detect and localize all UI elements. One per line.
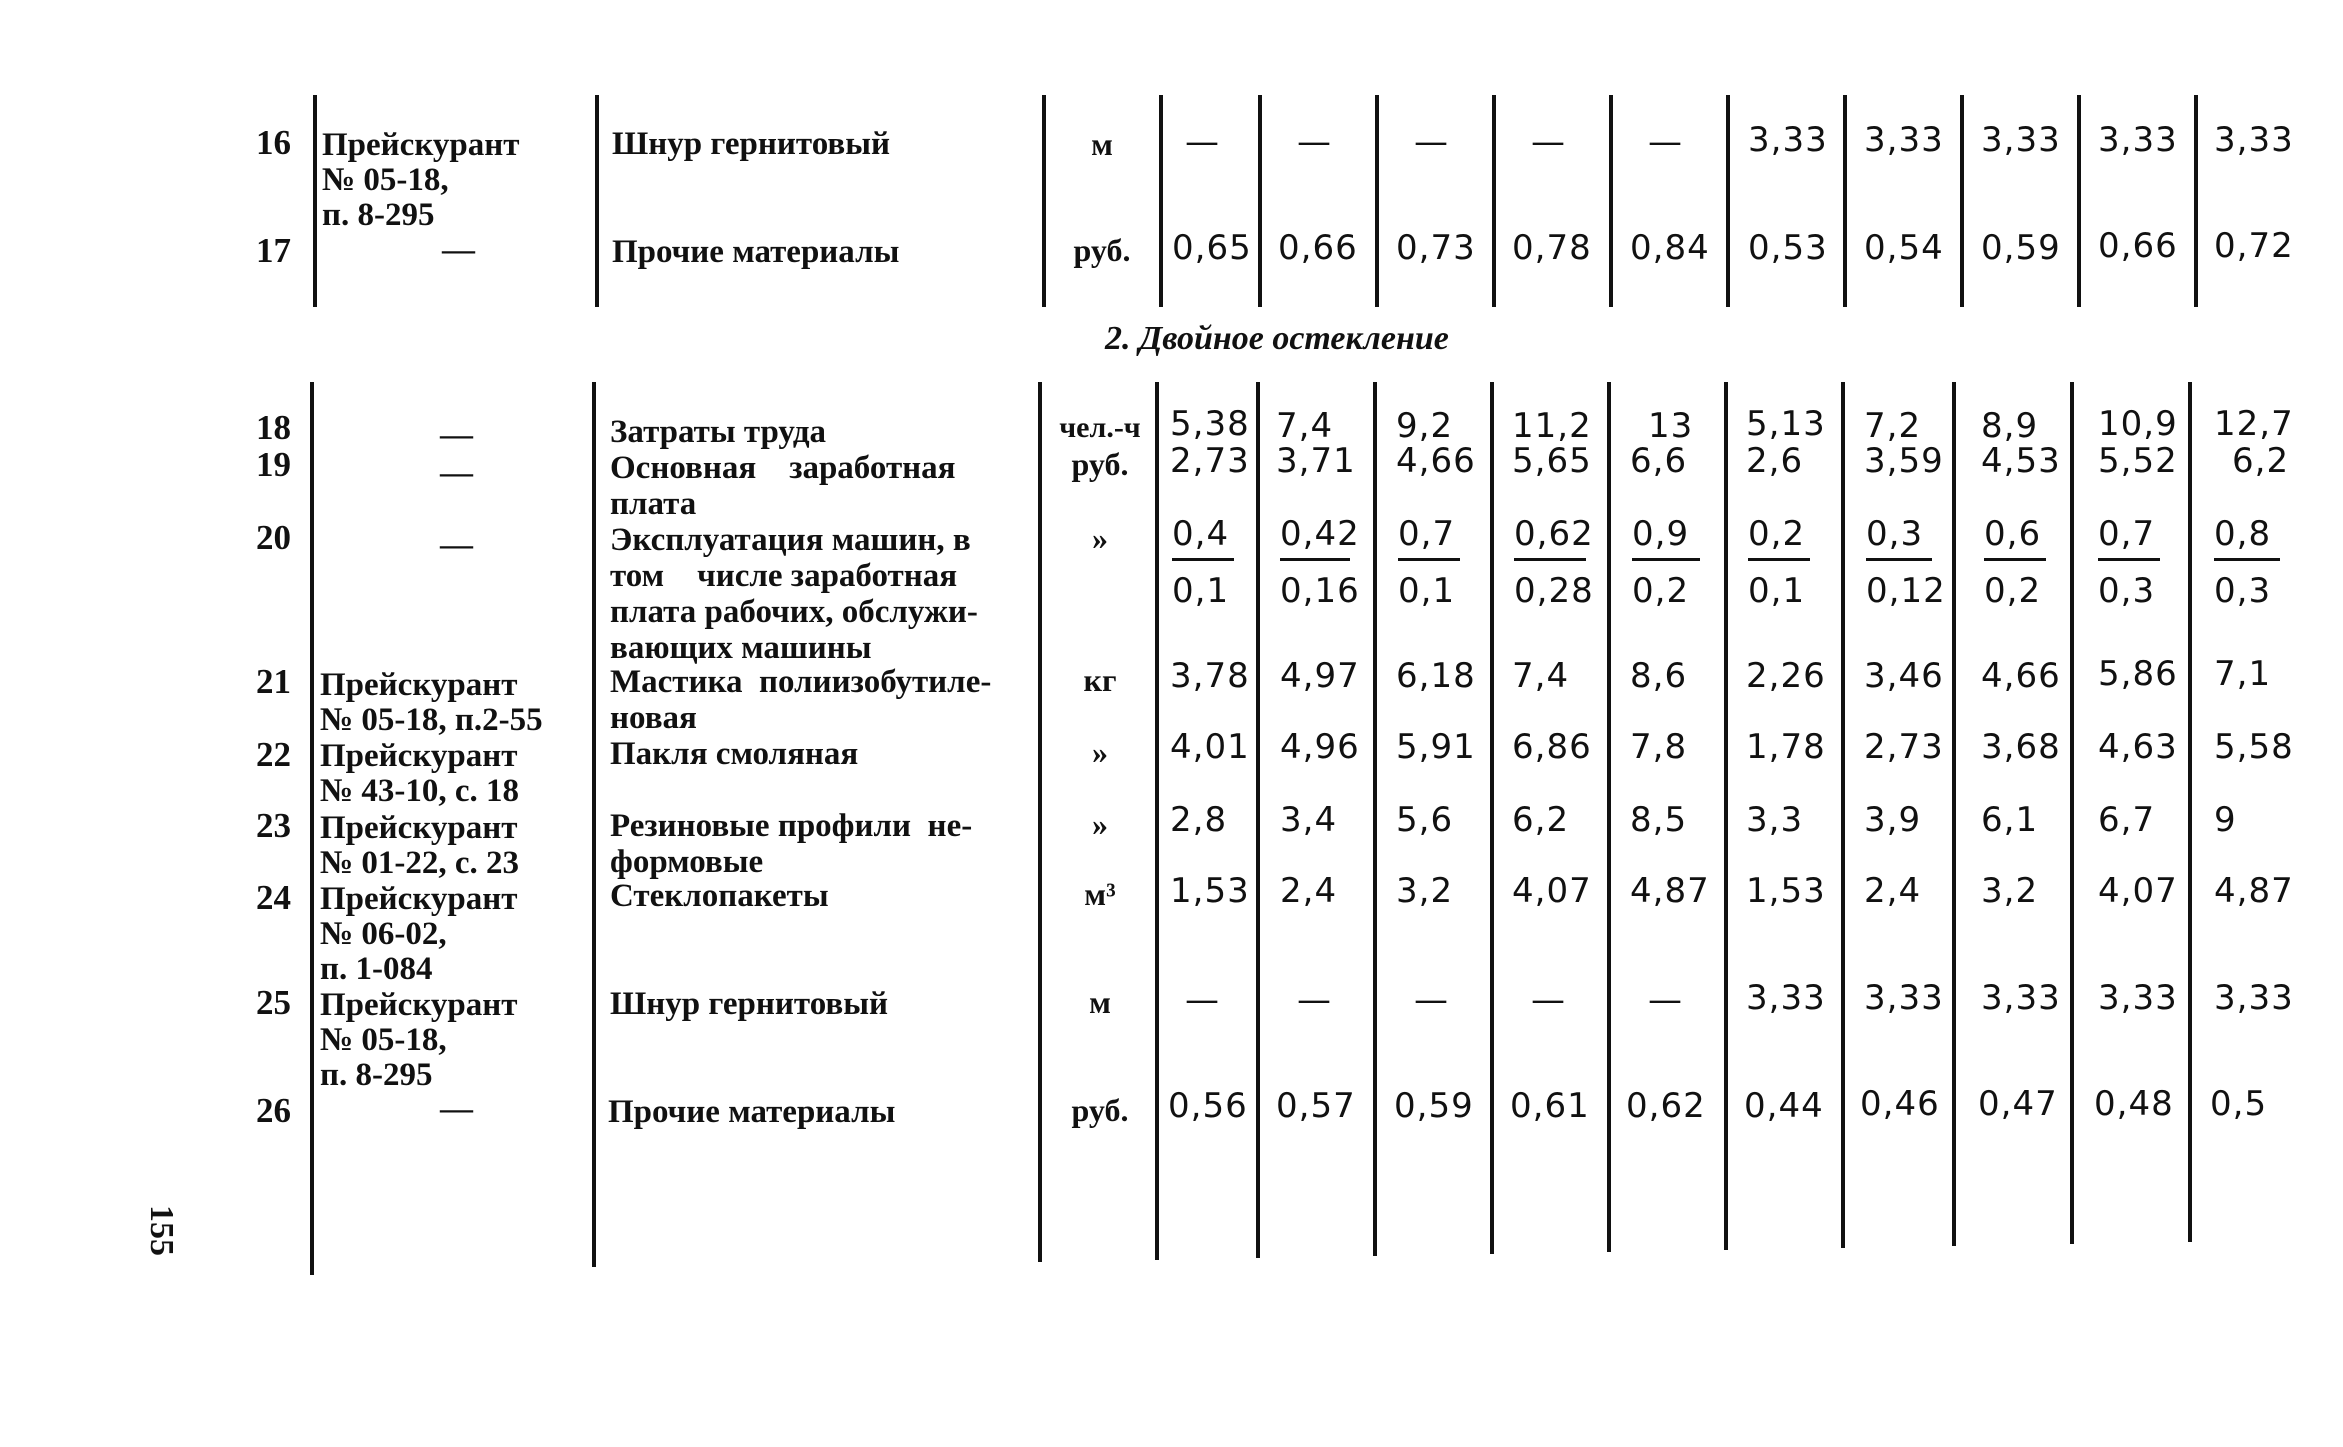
value-numerator: 0,9	[1632, 516, 1700, 561]
value-cell: 2,73	[1170, 441, 1250, 481]
value-denominator: 0,1	[1398, 571, 1456, 611]
value-cell: 0,62	[1626, 1086, 1706, 1126]
table-bottom-divider	[2070, 382, 2074, 1244]
row-name: Шнур гернитовый	[610, 986, 888, 1022]
value-cell: 8,9	[1981, 406, 2039, 446]
table-bottom-divider	[1607, 382, 1611, 1252]
row-source: Прейскурант № 05-18, п. 8-295	[322, 127, 520, 233]
value-cell: —	[1531, 980, 1566, 1020]
row-number: 22	[256, 735, 291, 774]
value-denominator: 0,16	[1280, 571, 1360, 611]
row-unit: руб.	[1073, 232, 1131, 268]
row-source: Прейскурант № 43-10, с. 18	[320, 738, 520, 809]
row-unit: руб.	[1071, 446, 1129, 482]
value-cell: —	[1648, 122, 1683, 162]
value-cell: 0,44	[1744, 1086, 1824, 1126]
value-denominator: 0,3	[2098, 571, 2156, 611]
table-top-divider	[1258, 95, 1262, 307]
value-cell: 4,66	[1981, 656, 2061, 696]
value-cell: 3,33	[1746, 978, 1826, 1018]
row-unit: м	[1089, 984, 1111, 1020]
value-cell: —	[1531, 122, 1566, 162]
value-cell: 6,18	[1396, 656, 1476, 696]
table-bottom-divider	[1724, 382, 1728, 1250]
table-bottom-divider	[1155, 382, 1159, 1260]
value-cell: 4,87	[1630, 871, 1710, 911]
table-top-divider	[2194, 95, 2198, 307]
value-cell: 4,53	[1981, 441, 2061, 481]
page-number: 155	[143, 1205, 180, 1256]
value-cell: 0,5	[2210, 1084, 2268, 1124]
value-fraction	[2214, 516, 2280, 609]
row-unit: »	[1092, 520, 1108, 556]
row-number: 24	[256, 878, 291, 917]
row-name: Основная заработная плата	[610, 450, 956, 522]
value-cell: 3,33	[2214, 978, 2294, 1018]
value-cell: 3,33	[1864, 120, 1944, 160]
row-unit: кг	[1083, 662, 1117, 698]
table-bottom-divider	[1841, 382, 1845, 1248]
value-cell: —	[1414, 122, 1449, 162]
value-cell: 11,2	[1512, 406, 1592, 446]
value-cell: 3,68	[1981, 727, 2061, 767]
value-cell: 0,66	[1278, 228, 1358, 268]
value-fraction	[1984, 516, 2046, 609]
value-fraction	[2098, 516, 2160, 609]
value-cell: 3,33	[2098, 978, 2178, 1018]
value-cell: 5,13	[1746, 404, 1826, 444]
value-numerator: 0,7	[1398, 516, 1460, 561]
table-top-divider	[1375, 95, 1379, 307]
table-bottom-divider	[1490, 382, 1494, 1254]
table-top-divider	[1726, 95, 1730, 307]
value-cell: 5,65	[1512, 441, 1592, 481]
value-denominator: 0,12	[1866, 571, 1946, 611]
row-number: 25	[256, 983, 291, 1022]
value-numerator: 0,7	[2098, 516, 2160, 561]
value-fraction	[1632, 516, 1700, 609]
value-fraction	[1398, 516, 1460, 609]
value-cell: 3,33	[1748, 120, 1828, 160]
row-source: —	[440, 417, 473, 453]
value-fraction	[1280, 516, 1360, 609]
value-numerator: 0,6	[1984, 516, 2046, 561]
value-cell: 0,65	[1172, 228, 1252, 268]
value-cell: 0,56	[1168, 1086, 1248, 1126]
row-number: 19	[256, 445, 291, 484]
table-top-divider	[595, 95, 599, 307]
value-cell: 3,59	[1864, 441, 1944, 481]
value-numerator: 0,8	[2214, 516, 2280, 561]
value-cell: 12,7	[2214, 404, 2294, 444]
value-cell: 0,53	[1748, 228, 1828, 268]
value-cell: 0,84	[1630, 228, 1710, 268]
value-cell: 3,33	[1864, 978, 1944, 1018]
value-fraction	[1866, 516, 1946, 609]
value-cell: 2,73	[1864, 727, 1944, 767]
value-denominator: 0,1	[1748, 571, 1806, 611]
value-cell: 6,6	[1630, 441, 1688, 481]
value-cell: 8,6	[1630, 656, 1688, 696]
value-numerator: 0,42	[1280, 516, 1350, 561]
table-top-divider	[1492, 95, 1496, 307]
value-numerator: 0,4	[1172, 516, 1234, 561]
row-unit: »	[1092, 806, 1108, 842]
value-cell: 0,59	[1981, 228, 2061, 268]
row-number: 17	[256, 231, 291, 270]
row-unit: руб.	[1071, 1092, 1129, 1128]
value-cell: 3,71	[1276, 441, 1356, 481]
row-name: Прочие материалы	[608, 1094, 896, 1130]
table-bottom-divider	[592, 382, 596, 1267]
value-cell: 5,52	[2098, 441, 2178, 481]
value-cell: 4,87	[2214, 871, 2294, 911]
value-numerator: 0,2	[1748, 516, 1810, 561]
value-cell: 13	[1648, 406, 1694, 446]
row-number: 21	[256, 662, 291, 701]
row-source: —	[440, 527, 473, 563]
row-number: 26	[256, 1091, 291, 1130]
value-cell: 6,1	[1981, 800, 2039, 840]
table-bottom-divider	[1038, 382, 1042, 1262]
table-top-divider	[1843, 95, 1847, 307]
row-name: Эксплуатация машин, в том числе заработная плата рабочих, обслужи- вающих машины	[610, 522, 978, 666]
row-number: 18	[256, 408, 291, 447]
value-cell: 2,26	[1746, 656, 1826, 696]
value-cell: 7,1	[2214, 654, 2272, 694]
value-cell: 3,3	[1746, 800, 1804, 840]
value-cell: 0,73	[1396, 228, 1476, 268]
value-cell: 5,38	[1170, 404, 1250, 444]
value-cell: 3,4	[1280, 800, 1338, 840]
value-fraction	[1172, 516, 1234, 609]
value-cell: 2,8	[1170, 800, 1228, 840]
value-cell: 4,96	[1280, 727, 1360, 767]
value-cell: 1,53	[1170, 871, 1250, 911]
row-source: Прейскурант № 01-22, с. 23	[320, 810, 520, 881]
value-cell: 4,63	[2098, 727, 2178, 767]
value-cell: —	[1297, 980, 1332, 1020]
row-unit: м	[1091, 126, 1113, 162]
row-source: —	[440, 455, 473, 491]
row-source: Прейскурант № 06-02, п. 1-084	[320, 881, 518, 987]
row-unit: »	[1092, 734, 1108, 770]
value-cell: 4,66	[1396, 441, 1476, 481]
row-source: —	[442, 232, 475, 268]
value-cell: 0,47	[1978, 1084, 2058, 1124]
value-cell: 6,2	[1512, 800, 1570, 840]
value-cell: 7,4	[1276, 406, 1334, 446]
value-cell: —	[1185, 122, 1220, 162]
value-cell: 3,78	[1170, 656, 1250, 696]
value-cell: 7,8	[1630, 727, 1688, 767]
row-source: Прейскурант № 05-18, п.2-55	[320, 667, 543, 738]
table-top-divider	[313, 95, 317, 307]
value-cell: 3,33	[1981, 120, 2061, 160]
value-cell: 5,91	[1396, 727, 1476, 767]
row-name: Резиновые профили не- формовые	[610, 808, 973, 880]
value-cell: 0,78	[1512, 228, 1592, 268]
row-name: Затраты труда	[610, 414, 827, 450]
row-number: 23	[256, 806, 291, 845]
value-cell: 5,58	[2214, 727, 2294, 767]
row-number: 20	[256, 518, 291, 557]
value-denominator: 0,3	[2214, 571, 2272, 611]
table-bottom-divider	[1952, 382, 1956, 1246]
row-name: Прочие материалы	[612, 234, 900, 270]
value-cell: 6,7	[2098, 800, 2156, 840]
value-fraction	[1514, 516, 1594, 609]
value-cell: 3,33	[1981, 978, 2061, 1018]
table-bottom-divider	[1373, 382, 1377, 1256]
value-cell: 8,5	[1630, 800, 1688, 840]
table-top-divider	[1159, 95, 1163, 307]
value-cell: 4,07	[1512, 871, 1592, 911]
row-name: Стеклопакеты	[610, 878, 829, 914]
value-cell: 1,78	[1746, 727, 1826, 767]
value-numerator: 0,62	[1514, 516, 1586, 561]
value-cell: 3,33	[2098, 120, 2178, 160]
value-cell: 2,6	[1746, 441, 1804, 481]
value-denominator: 0,2	[1984, 571, 2042, 611]
value-cell: 3,2	[1981, 871, 2039, 911]
value-cell: 6,86	[1512, 727, 1592, 767]
value-cell: 4,97	[1280, 656, 1360, 696]
value-cell: 2,4	[1864, 871, 1922, 911]
value-cell: 3,46	[1864, 656, 1944, 696]
value-cell: 0,48	[2094, 1084, 2174, 1124]
value-cell: —	[1648, 980, 1683, 1020]
value-cell: 7,4	[1512, 656, 1570, 696]
value-cell: 3,2	[1396, 871, 1454, 911]
table-top-divider	[1609, 95, 1613, 307]
value-cell: 4,01	[1170, 727, 1250, 767]
value-cell: 9,2	[1396, 406, 1454, 446]
value-cell: 5,6	[1396, 800, 1454, 840]
value-cell: 10,9	[2098, 404, 2178, 444]
value-cell: 0,57	[1276, 1086, 1356, 1126]
value-cell: 0,54	[1864, 228, 1944, 268]
value-fraction	[1748, 516, 1810, 609]
value-cell: —	[1414, 980, 1449, 1020]
value-cell: 0,72	[2214, 226, 2294, 266]
value-cell: 3,33	[2214, 120, 2294, 160]
value-cell: 2,4	[1280, 871, 1338, 911]
row-source: —	[440, 1091, 473, 1127]
value-denominator: 0,1	[1172, 571, 1230, 611]
table-bottom-divider	[1256, 382, 1260, 1258]
table-top-divider	[1042, 95, 1046, 307]
row-name: Шнур гернитовый	[612, 126, 890, 162]
row-unit: м³	[1084, 876, 1116, 912]
value-numerator: 0,3	[1866, 516, 1932, 561]
value-cell: —	[1297, 122, 1332, 162]
value-cell: 4,07	[2098, 871, 2178, 911]
value-cell: 3,9	[1864, 800, 1922, 840]
row-name: Мастика полиизобутиле- новая	[610, 664, 992, 736]
value-cell: —	[1185, 980, 1220, 1020]
value-cell: 7,2	[1864, 406, 1922, 446]
value-denominator: 0,28	[1514, 571, 1594, 611]
table-top-divider	[2077, 95, 2081, 307]
table-bottom-divider	[310, 382, 314, 1275]
section-heading: 2. Двойное остекление	[1105, 320, 1449, 357]
value-denominator: 0,2	[1632, 571, 1690, 611]
row-source: Прейскурант № 05-18, п. 8-295	[320, 987, 518, 1093]
value-cell: 0,59	[1394, 1086, 1474, 1126]
row-name: Пакля смоляная	[610, 736, 859, 772]
value-cell: 0,61	[1510, 1086, 1590, 1126]
row-unit: чел.-ч	[1059, 411, 1141, 444]
value-cell: 1,53	[1746, 871, 1826, 911]
table-top-divider	[1960, 95, 1964, 307]
value-cell: 9	[2214, 800, 2237, 840]
value-cell: 5,86	[2098, 654, 2178, 694]
value-cell: 0,66	[2098, 226, 2178, 266]
value-cell: 6,2	[2232, 441, 2290, 481]
table-bottom-divider	[2188, 382, 2192, 1242]
value-cell: 0,46	[1860, 1084, 1940, 1124]
row-number: 16	[256, 123, 291, 162]
